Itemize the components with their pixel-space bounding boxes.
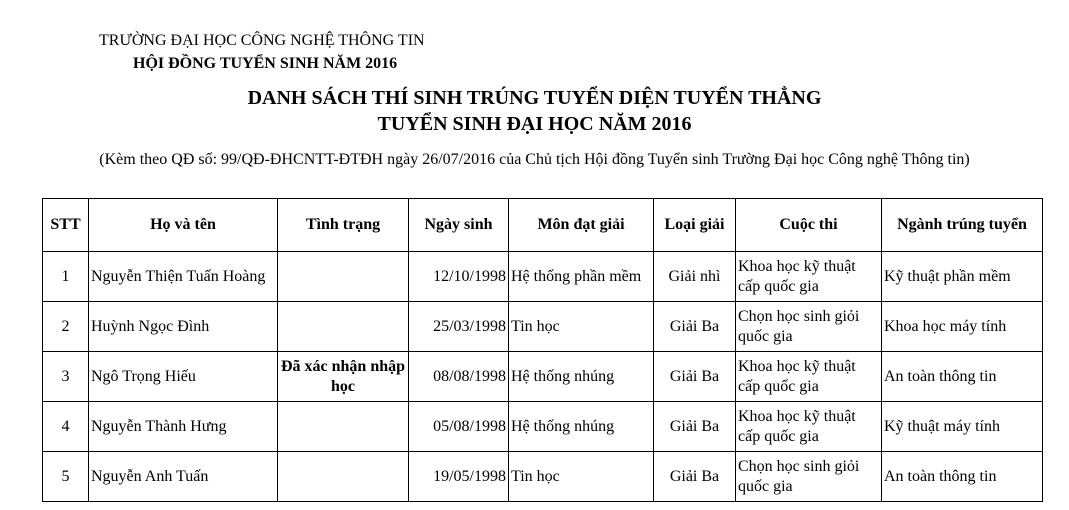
cell-major: Khoa học máy tính [882, 302, 1043, 352]
cell-stt: 1 [43, 252, 89, 302]
cell-dob: 12/10/1998 [409, 252, 509, 302]
header-status: Tình trạng [278, 199, 409, 252]
cell-name: Ngô Trọng Hiếu [89, 352, 278, 402]
cell-name: Huỳnh Ngọc Đình [89, 302, 278, 352]
cell-subject: Hệ thống nhúng [509, 402, 654, 452]
cell-dob: 25/03/1998 [409, 302, 509, 352]
cell-dob: 08/08/1998 [409, 352, 509, 402]
admission-table [42, 198, 1043, 502]
cell-status [278, 452, 409, 502]
header-dob: Ngày sinh [409, 199, 509, 252]
cell-stt: 5 [43, 452, 89, 502]
decision-note: (Kèm theo QĐ số: 99/QĐ-ĐHCNTT-ĐTĐH ngày 26/07/2016 của Chủ tịch Hội đồng Tuyển sinh Trường Đại học Công nghệ Thông tin) [99, 151, 970, 168]
cell-award: Giải Ba [654, 302, 736, 352]
cell-dob: 19/05/1998 [409, 452, 509, 502]
cell-contest: Khoa học kỹ thuật cấp quốc gia [736, 252, 882, 302]
header-stt: STT [43, 199, 89, 252]
table-row [43, 252, 1043, 302]
header-name: Họ và tên [89, 199, 278, 252]
table-row [43, 452, 1043, 502]
cell-major: An toàn thông tin [882, 452, 1043, 502]
cell-award: Giải Ba [654, 402, 736, 452]
cell-dob: 05/08/1998 [409, 402, 509, 452]
title-line-1: DANH SÁCH THÍ SINH TRÚNG TUYỂN DIỆN TUYỂN THẲNG [247, 87, 822, 109]
cell-subject: Tin học [509, 302, 654, 352]
cell-status [278, 402, 409, 452]
cell-status [278, 302, 409, 352]
cell-name: Nguyễn Thiện Tuấn Hoàng [89, 252, 278, 302]
header-subject: Môn đạt giải [509, 199, 654, 252]
cell-status [278, 252, 409, 302]
cell-major: Kỹ thuật phần mềm [882, 252, 1043, 302]
cell-award: Giải Ba [654, 352, 736, 402]
cell-contest: Chọn học sinh giỏi quốc gia [736, 302, 882, 352]
cell-name: Nguyễn Anh Tuấn [89, 452, 278, 502]
cell-award: Giải Ba [654, 452, 736, 502]
cell-name: Nguyễn Thành Hưng [89, 402, 278, 452]
table-row [43, 402, 1043, 452]
cell-contest: Chọn học sinh giỏi quốc gia [736, 452, 882, 502]
cell-major: Kỹ thuật máy tính [882, 402, 1043, 452]
cell-contest: Khoa học kỹ thuật cấp quốc gia [736, 352, 882, 402]
cell-status: Đã xác nhận nhập học [278, 352, 409, 402]
table-row [43, 302, 1043, 352]
cell-stt: 4 [43, 402, 89, 452]
cell-stt: 3 [43, 352, 89, 402]
cell-subject: Tin học [509, 452, 654, 502]
cell-stt: 2 [43, 302, 89, 352]
document-title [0, 85, 1069, 137]
cell-subject: Hệ thống phần mềm [509, 252, 654, 302]
school-name: TRƯỜNG ĐẠI HỌC CÔNG NGHỆ THÔNG TIN [99, 32, 425, 49]
table-header-row [43, 199, 1043, 252]
title-line-2: TUYỂN SINH ĐẠI HỌC NĂM 2016 [377, 113, 692, 135]
header-award: Loại giải [654, 199, 736, 252]
header-contest: Cuộc thi [736, 199, 882, 252]
cell-award: Giải nhì [654, 252, 736, 302]
cell-subject: Hệ thống nhúng [509, 352, 654, 402]
admission-council: HỘI ĐỒNG TUYỂN SINH NĂM 2016 [133, 55, 398, 72]
cell-major: An toàn thông tin [882, 352, 1043, 402]
cell-contest: Khoa học kỹ thuật cấp quốc gia [736, 402, 882, 452]
table-row [43, 352, 1043, 402]
header-major: Ngành trúng tuyển [882, 199, 1043, 252]
